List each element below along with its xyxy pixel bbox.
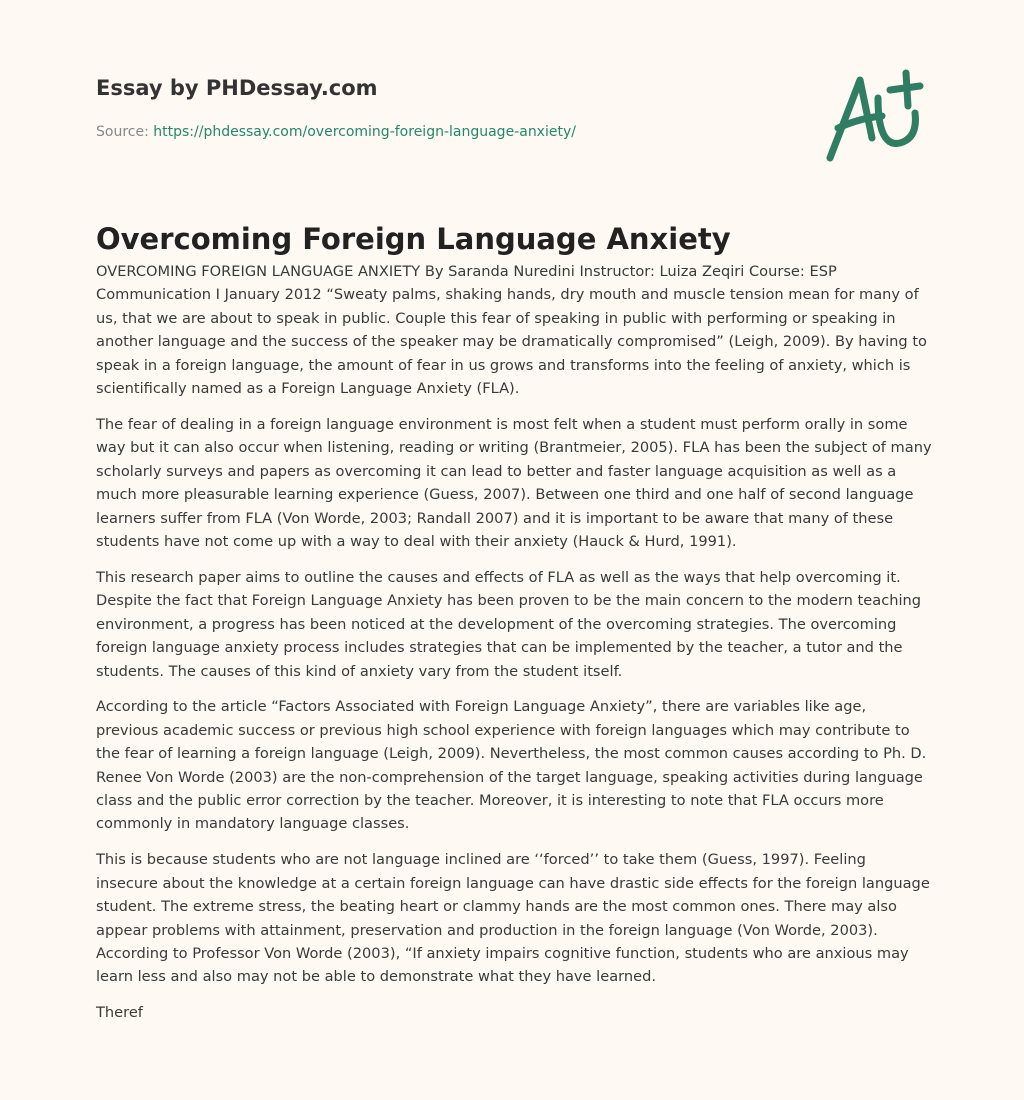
source-line <box>96 124 576 140</box>
paragraph: OVERCOMING FOREIGN LANGUAGE ANXIETY By Saranda Nuredini Instructor: Luiza Zeqiri Course: ESP Communication I January 2012 “Sweaty palms, shaking hands, dry mouth and muscle tension mean for many of us, that we are about to speak in public. Couple this fear of speaking in public with performing or speaking in another language and the success of the speaker may be dramatically compromised” (Leigh, 2009). By having to speak in a foreign language, the amount of fear in us grows and transforms into the feeling of anxiety, which is scientifically named as a Foreign Language Anxiety (FLA). <box>96 263 927 398</box>
article-body <box>96 260 932 1037</box>
site-title: Essay by PHDessay.com <box>96 76 378 100</box>
paragraph: According to the article “Factors Associated with Foreign Language Anxiety”, there are variables like age, previous academic success or previous high school experience with foreign languages which may contribute to the fear of learning a foreign language (Leigh, 2009). Nevertheless, the most common causes according to Ph. D. Renee Von Worde (2003) are the non-comprehension of the target language, speaking activities during language class and the public error correction by the teacher. Moreover, it is interesting to note that FLA occurs more commonly in mandatory language classes. <box>96 698 927 833</box>
a-plus-logo-icon <box>820 68 930 168</box>
paragraph: This is because students who are not language inclined are ‘‘forced’’ to take them (Guess, 1997). Feeling insecure about the knowledge at a certain foreign language can have drastic side effects for the foreign language student. The extreme stress, the beating heart or clammy hands are the most common ones. There may also appear problems with attainment, preservation and production in the foreign language (Von Worde, 2003). According to Professor Von Worde (2003), “If anxiety impairs cognitive function, students who are anxious may learn less and also may not be able to demonstrate what they have learned. <box>96 851 930 986</box>
paragraph-truncated: Theref <box>96 1004 143 1022</box>
article-title: Overcoming Foreign Language Anxiety <box>96 222 731 256</box>
paragraph: This research paper aims to outline the causes and effects of FLA as well as the ways that help overcoming it. Despite the fact that Foreign Language Anxiety has been proven to be the main concern to the modern teaching environment, a progress has been noticed at the development of the overcoming strategies. The overcoming foreign language anxiety process includes strategies that can be implemented by the teacher, a tutor and the students. The causes of this kind of anxiety vary from the student itself. <box>96 568 922 680</box>
source-label: Source: <box>96 124 149 140</box>
paragraph: The fear of dealing in a foreign language environment is most felt when a student must perform orally in some way but it can also occur when listening, reading or writing (Brantmeier, 2005). FLA has been the subject of many scholarly surveys and papers as overcoming it can lead to better and faster language acquisition as well as a much more pleasurable learning experience (Guess, 2007). Between one third and one half of second language learners suffer from FLA (Von Worde, 2003; Randall 2007) and it is important to be aware that many of these students have not come up with a way to deal with their anxiety (Hauck & Hurd, 1991). <box>96 415 932 550</box>
source-link[interactable]: https://phdessay.com/overcoming-foreign-language-anxiety/ <box>153 124 576 140</box>
